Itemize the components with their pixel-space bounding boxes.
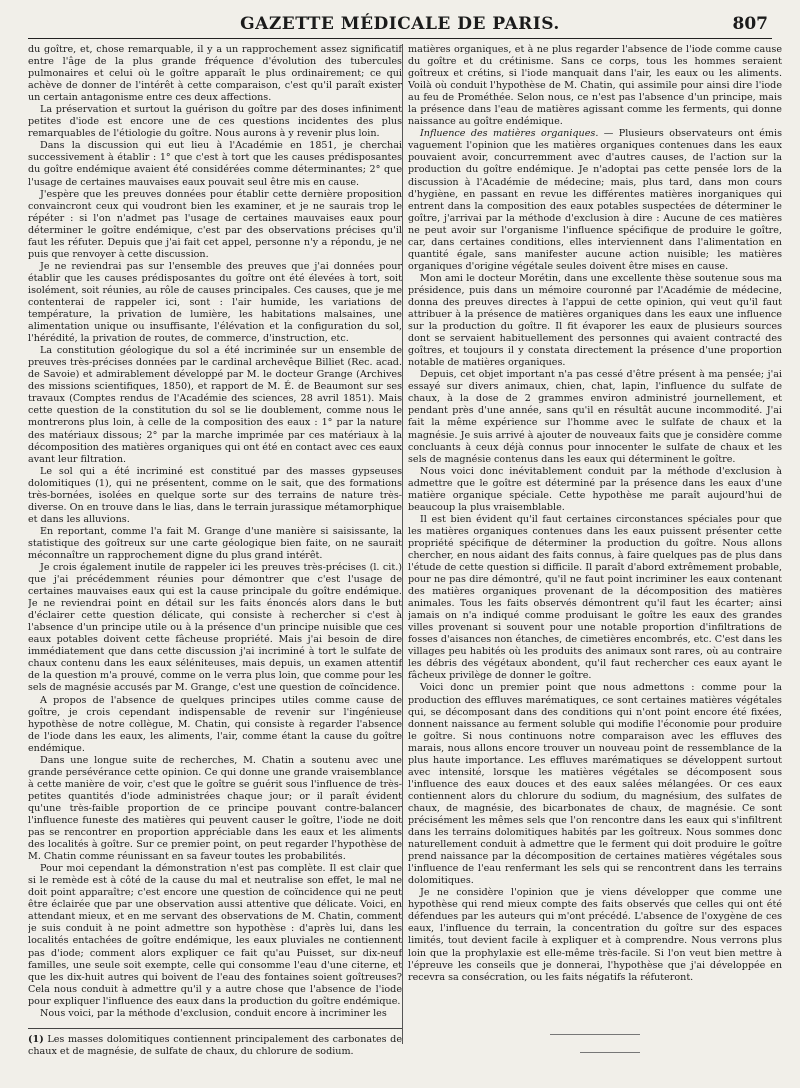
- right-column: [408, 44, 782, 1044]
- paragraph: Il est bien évident qu'il faut certaines circonstances spéciales pour que les matières organiques contenues dans les eaux puissent présenter cette propriété spécifique de déterminer la production du goître. Nous allons chercher, en nous aidant des faits connus, à faire quelques pas de plus dans l'étude de cette question si difficile. Il paraît d'abord extrêmement probable, pour ne pas dire démontré, qu'il ne faut point incriminer les eaux contenant des matières organiques provenant de la décomposition des matières animales. Tous les faits observés démontrent qu'il faut les écarter; ainsi jamais on n'a indiqué comme produisant le goître les eaux des grandes villes provenant si souvent pour une notable proportion d'infiltrations de fosses d'aisances non étanches, de cimetières encombrés, etc. C'est dans les villages peu habités où les produits des animaux sont rares, où au contraire les débris des végétaux abondent, qu'il faut rechercher ces eaux ayant le fâcheux privilège de donner le goître.: [408, 513, 782, 682]
- paragraph: Nous voici donc inévitablement conduit par la méthode d'exclusion à admettre que le goître est déterminé par la présence dans les eaux d'une matière organique spéciale. Cette hypothèse me paraît aujourd'hui de beaucoup la plus vraisemblable.: [408, 465, 782, 513]
- paragraph: Dans une longue suite de recherches, M. Chatin a soutenu avec une grande persévérance cette opinion. Ce qui donne une grande vraisemblance à cette manière de voir, c'est que le goître se guérit sous l'influence de très-petites quantités d'iode administrées chaque jour; or il paraît évident qu'une très-faible proportion de ce principe pouvant contre-balancer l'influence funeste des matières qui peuvent causer le goître, l'iode ne doit pas se rencontrer en proportion appréciable dans les eaux et les aliments des localités à goître. Sur ce premier point, on peut regarder l'hypothèse de M. Chatin comme réunissant en sa faveur toutes les probabilités.: [28, 754, 402, 863]
- section-heading: Influence des matières organiques.: [420, 128, 599, 140]
- journal-title: GAZETTE MÉDICALE DE PARIS.: [240, 14, 560, 34]
- printer-rule: [550, 1034, 640, 1035]
- footnote-mark: (1): [28, 1034, 44, 1045]
- printer-rule: [580, 1052, 640, 1053]
- paragraph: La constitution géologique du sol a été incriminée sur un ensemble de preuves très-précises données par le cardinal archevêque Billiet (Rec. acad. de Savoie) et admirablement développé par M. le docteur Grange (Archives des missions scientifiques, 1850), et rapport de M. É. de Beaumont sur ses travaux (Comptes rendus de l'Académie des sciences, 28 avril 1851). Mais cette question de la constitution du sol se lie doublement, comme nous le montrerons plus loin, à celle de la composition des eaux : 1° par la nature des matériaux dissous; 2° par la marche imprimée par ces matériaux à la décomposition des matières organiques qui ont été en contact avec ces eaux avant leur filtration.: [28, 345, 402, 465]
- footnote-rule: [28, 1028, 402, 1029]
- paragraph: A propos de l'absence de quelques principes utiles comme cause de goître, je crois cependant indispensable de revenir sur l'ingénieuse hypothèse de notre collègue, M. Chatin, qui consiste à regarder l'absence de l'iode dans les eaux, les aliments, l'air, comme étant la cause du goître endémique.: [28, 694, 402, 754]
- paragraph-continuation: du goître, et, chose remarquable, il y a un rapprochement assez significatif entre l'âge de la plus grande fréquence d'évolution des tubercules pulmonaires et celui où le goître apparaît le plus ordinairement; ce qui achève de donner de l'intérêt à cette comparaison, c'est qu'il paraît exister un certain antagonisme entre ces deux affections.: [28, 44, 402, 104]
- footnote-text: Les masses dolomitiques contiennent principalement des carbonates de chaux et de magnésie, de sulfate de chaux, du chlorure de sodium.: [28, 1034, 402, 1057]
- footnote: [28, 1034, 402, 1058]
- paragraph: Depuis, cet objet important n'a pas cessé d'être présent à ma pensée; j'ai essayé sur divers animaux, chien, chat, lapin, l'influence du sulfate de chaux, à la dose de 2 grammes environ administré journellement, et pendant près d'une année, sans qu'il en résultât aucune incommodité. J'ai fait la même expérience sur l'homme avec le sulfate de chaux et la magnésie. Je suis arrivé à ajouter de nouveaux faits que je considère comme concluants à ceux déjà connus pour innocenter le sulfate de chaux et les sels de magnésie contenus dans les eaux qui déterminent le goître.: [408, 369, 782, 465]
- printer-marks: [410, 1020, 780, 1080]
- paragraph: Pour moi cependant la démonstration n'est pas complète. Il est clair que si le remède est à côté de la cause du mal et neutralise son effet, le mal ne doit point apparaître; c'est encore une question de coïncidence qui ne peut être éclairée que par une observation aussi attentive que délicate. Voici, en attendant mieux, et en me servant des observations de M. Chatin, comment je suis conduit à ne point admettre son hypothèse : d'après lui, dans les localités entachées de goître endémique, les eaux pluviales ne contiennent pas d'iode; comment alors expliquer ce fait qu'au Puisset, sur dix-neuf familles, une seule soit exempte, celle qui consomme l'eau d'une citerne, et que les dix-huit autres qui boivent de l'eau des fontaines soient goîtreuses? Cela nous conduit à admettre qu'il y a autre chose que l'absence de l'iode pour expliquer l'influence des eaux dans la production du goître endémique.: [28, 863, 402, 1007]
- paragraph: Voici donc un premier point que nous admettons : comme pour la production des effluves marématiques, ce sont certaines matières végétales qui, se décomposant dans des conditions qui n'ont point encore été fixées, donnent naissance au ferment soluble qui modifie l'économie pour produire le goître. Si nous continuons notre comparaison avec les effluves des marais, nous allons encore trouver un nouveau point de ressemblance de la plus haute importance. Les effluves marématiques se développent surtout avec intensité, lorsque les matières végétales se décomposent sous l'influence des eaux douces et des eaux salées mélangées. Or ces eaux contiennent alors du chlorure du sodium, du magnésium, des sulfates de chaux, de magnésie, des bicarbonates de chaux, de magnésie. Ce sont précisément les mêmes sels que l'on rencontre dans les eaux qui s'infiltrent dans les terrains dolomitiques habités par les goîtreux. Nous sommes donc naturellement conduit à admettre que le ferment qui doit produire le goître prend naissance par la décomposition de certaines matières végétales sous l'influence de l'eau renfermant les sels qui se rencontrent dans les terrains dolomitiques.: [408, 682, 782, 887]
- paragraph: Nous voici, par la méthode d'exclusion, conduit encore à incriminer les: [40, 1007, 387, 1019]
- section-text: — Plusieurs observateurs ont émis vaguement l'opinion que les matières organiques contenues dans les eaux pouvaient avoir, concurremment avec d'autres causes, de l'action sur la production du goître endémique. Je n'adoptai pas cette pensée lors de la discussion à l'Académie de médecine; mais, plus tard, dans mon cours d'hygiène, en passant en revue les différentes matières inorganiques qui entrent dans la composition des eaux potables suspectées de déterminer le goître, j'arrivai par la méthode d'exclusion à dire : Aucune de ces matières ne peut avoir sur l'organisme l'influence spécifique de produire le goître, car, dans certaines conditions, elles interviennent dans l'alimentation en quantité égale, sans manifester aucune action nuisible; les matières organiques d'origine végétale seules doivent être mises en cause.: [408, 128, 782, 272]
- paragraph: Je ne considère l'opinion que je viens développer que comme une hypothèse qui rend mieux compte des faits observés que celles qui ont été défendues par les auteurs qui m'ont précédé. L'absence de l'oxygène de ces eaux, l'influence du terrain, la concentration du goître sur des espaces limités, tout devient facile à expliquer et à comprendre. Nous verrons plus loin que la prophylaxie est elle-même très-facile. Si l'on veut bien mettre à l'épreuve les conseils que je donnerai, l'hypothèse que j'ai développée en recevra sa consécration, ou les faits négatifs la réfuteront.: [408, 887, 782, 983]
- paragraph: Je ne reviendrai pas sur l'ensemble des preuves que j'ai données pour établir que les causes prédisposantes du goître ont été élevées à tort, soit isolément, soit réunies, au rôle de causes principales. Ces causes, que je me contenterai de rappeler ici, sont : l'air humide, les variations de température, la privation de lumière, les habitations malsaines, une alimentation unique ou insuffisante, l'élévation et la configuration du sol, l'hérédité, la privation de routes, de commerce, d'instruction, etc.: [28, 260, 402, 345]
- paragraph: Le sol qui a été incriminé est constitué par des masses gypseuses dolomitiques (1), qui ne présentent, comme on le sait, que des formations très-bornées, isolées en quelque sorte sur des terrains de nature très-diverse. On en trouve dans le lias, dans le terrain jurassique métamorphique et dans les alluvions.: [28, 465, 402, 525]
- paragraph: Dans la discussion qui eut lieu à l'Académie en 1851, je cherchai successivement à établir : 1° que c'est à tort que les causes prédisposantes du goître endémique avaient été considérées comme déterminantes; 2° que l'usage de certaines mauvaises eaux pouvait seul être mis en cause.: [28, 140, 402, 188]
- page-header: [28, 12, 772, 39]
- paragraph: Je crois également inutile de rappeler ici les preuves très-précises (l. cit.) que j'ai précédemment réunies pour démontrer que c'est l'usage de certaines mauvaises eaux qui est la cause principale du goître endémique. Je ne reviendrai point en détail sur les faits énoncés alors dans le but d'éclairer cette question délicate, qui consiste à rechercher si c'est à l'absence d'un principe utile ou à la présence d'un principe nuisible que ces eaux potables doivent cette fâcheuse propriété. Mais j'ai besoin de dire immédiatement que dans cette discussion j'ai incriminé à tort le sulfate de chaux contenu dans les eaux séléniteuses, mais depuis, un examen attentif de la question m'a prouvé, comme on le verra plus loin, que comme pour les sels de magnésie accusés par M. Grange, c'est une question de coïncidence.: [28, 562, 402, 694]
- page-number: 807: [732, 14, 768, 34]
- left-column: [28, 44, 402, 1044]
- column-divider: [402, 44, 403, 1044]
- paragraph: Mon ami le docteur Morétin, dans une excellente thèse soutenue sous ma présidence, puis dans un mémoire couronné par l'Académie de médecine, donna des preuves directes à l'appui de cette opinion, qui veut qu'il faut attribuer à la présence de matières organiques dans les eaux une influence sur la production du goître. Il fit évaporer les eaux de plusieurs sources dont se servaient habituellement des personnes qui avaient contracté des goîtres, et toujours il y constata directement la présence d'une proportion notable de matières organiques.: [408, 272, 782, 369]
- paragraph: En reportant, comme l'a fait M. Grange d'une manière si saisissante, la statistique des goîtreux sur une carte géologique bien faite, on ne saurait méconnaître un rapprochement digne du plus grand intérêt.: [28, 525, 402, 561]
- paragraph: J'espère que les preuves données pour établir cette dernière proposition convaincront ceux qui voudront bien les examiner, et je ne saurais trop le répéter : si l'on n'admet pas l'usage de certaines mauvaises eaux pour déterminer le goître endémique, c'est par des observations précises qu'il faut les réfuter. Depuis que j'ai fait cet appel, personne n'y a répondu, je ne puis que renvoyer à cette discussion.: [28, 188, 402, 260]
- section-paragraph: [408, 128, 782, 273]
- paragraph-continuation: matières organiques, et à ne plus regarder l'absence de l'iode comme cause du goître et du crétinisme. Sans ce corps, tous les hommes seraient goîtreux et crétins, si l'iode manquait dans l'air, les eaux ou les aliments. Voilà où conduit l'hypothèse de M. Chatin, qui assimile pour ainsi dire l'iode au feu de Prométhée. Selon nous, ce n'est pas l'absence d'un principe, mais la présence dans l'eau de matières agissant comme les ferments, qui donne naissance au goître endémique.: [408, 44, 782, 128]
- paragraph: La préservation et surtout la guérison du goître par des doses infiniment petites d'iode est encore une de ces questions incidentes des plus remarquables de l'étiologie du goître. Nous aurons à y revenir plus loin.: [28, 104, 402, 140]
